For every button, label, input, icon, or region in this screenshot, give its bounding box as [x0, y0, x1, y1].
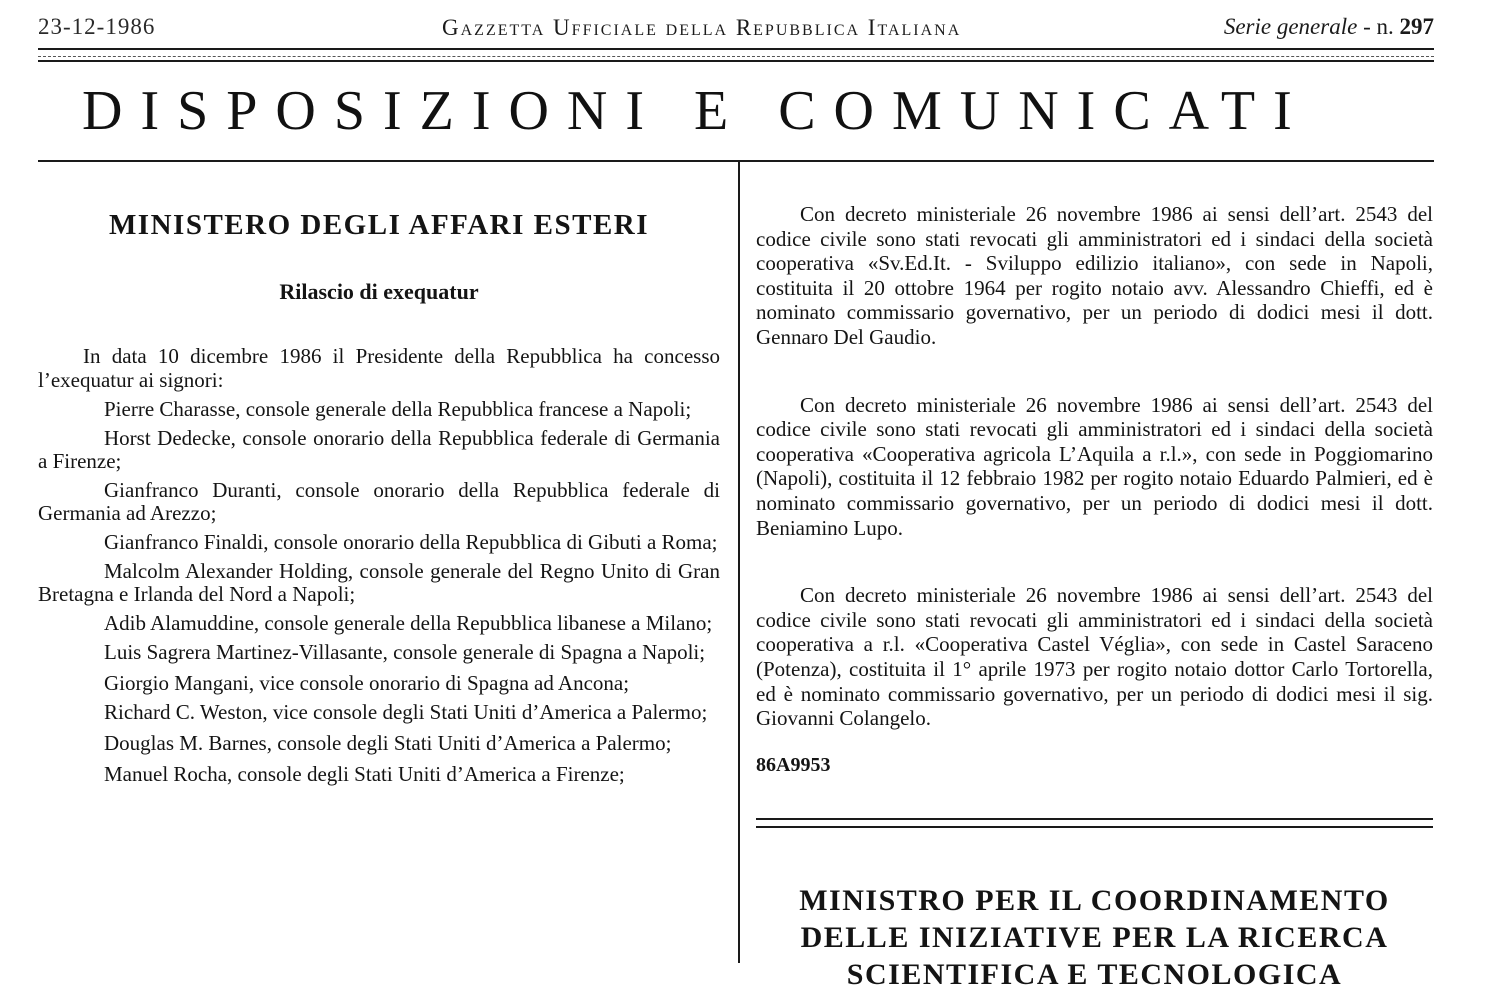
exequatur-entry: Luis Sagrera Martinez-Villasante, console generale di Spagna a Napoli;: [104, 640, 706, 664]
issue-number: 297: [1399, 14, 1434, 39]
serie-name: Serie generale: [1223, 14, 1358, 39]
exequatur-entry: Malcolm Alexander Holding, console generale del Regno Unito di Gran Bretagna e Irlanda del Nord a Napoli;: [38, 559, 720, 606]
left-column: [38, 200, 720, 786]
exequatur-entry: Giorgio Mangani, vice console onorario di Spagna ad Ancona;: [104, 671, 630, 695]
document-code: 86A9953: [756, 753, 831, 776]
separator-rule-bottom: [756, 826, 1433, 828]
running-header: [38, 14, 1434, 48]
gazette-title: Gazzetta Ufficiale della Repubblica Italiana: [442, 15, 962, 40]
section-rule: [38, 160, 1434, 162]
exequatur-entry: Horst Dedecke, console onorario della Repubblica federale di Germania a Firenze;: [38, 426, 720, 473]
column-divider: [738, 162, 740, 963]
exequatur-entry: Douglas M. Barnes, console degli Stati Uniti d’America a Palermo;: [104, 731, 672, 755]
issue-date: 23-12-1986: [38, 14, 156, 39]
section-title: DISPOSIZIONI E COMUNICATI: [82, 80, 1310, 142]
exequatur-entry: Adib Alamuddine, console generale della Repubblica libanese a Milano;: [104, 611, 713, 635]
intro-paragraph: In data 10 dicembre 1986 il Presidente della Repubblica ha concesso l’exequatur ai signori:: [38, 344, 720, 392]
right-column: [756, 202, 1433, 777]
exequatur-entry: Richard C. Weston, vice console degli Stati Uniti d’America a Palermo;: [104, 700, 708, 724]
exequatur-entry: Gianfranco Duranti, console onorario della Repubblica federale di Germania ad Arezzo;: [38, 478, 720, 525]
separator-rule-top: [756, 818, 1433, 820]
decree-paragraph: Con decreto ministeriale 26 novembre 1986 ai sensi dell’art. 2543 del codice civile sono stati revocati gli amministratori ed i sindaci della società cooperativa «Sv.Ed.It. - Sviluppo edilizio italiano», con sede in Napoli, costituita il 20 ottobre 1964 per rogito notaio avv. Alessandro Chieffi, ed è nominato commissario governativo, per un periodo di dodici mesi il dott. Gennaro Del Gaudio.: [756, 202, 1433, 349]
header-rule-dashed: [38, 56, 1434, 57]
exequatur-entry: Pierre Charasse, console generale della Repubblica francese a Napoli;: [104, 397, 692, 421]
decree-paragraph: Con decreto ministeriale 26 novembre 1986 ai sensi dell’art. 2543 del codice civile sono stati revocati gli amministratori ed i sindaci della società cooperativa «Cooperativa agricola L’Aquila a r.l.», con sede in Poggiomarino (Napoli), costituita il 12 febbraio 1982 per rogito notaio Eduardo Palmieri, ed è nominato commissario governativo, per un periodo di dodici mesi il dott. Beniamino Lupo.: [756, 392, 1433, 540]
header-rule-bottom: [38, 60, 1434, 62]
exequatur-entry: Gianfranco Finaldi, console onorario della Repubblica di Gibuti a Roma;: [104, 530, 718, 554]
serie-label: [1224, 14, 1434, 40]
header-rule-top: [38, 48, 1434, 50]
exequatur-entry: Manuel Rocha, console degli Stati Uniti d’America a Firenze;: [104, 762, 625, 786]
serie-separator: - n.: [1357, 14, 1400, 39]
next-ministry-heading: MINISTRO PER IL COORDINAMENTO DELLE INIZIATIVE PER LA RICERCA SCIENTIFICA E TECNOLOGICA: [799, 884, 1390, 991]
ministry-heading: MINISTERO DEGLI AFFARI ESTERI: [108, 209, 650, 241]
subheading: Rilascio di exequatur: [279, 279, 479, 304]
decree-paragraph: Con decreto ministeriale 26 novembre 1986 ai sensi dell’art. 2543 del codice civile sono stati revocati gli amministratori ed i sindaci della società cooperativa a r.l. «Cooperativa Castel Véglia», con sede in Castel Saraceno (Potenza), costituita il 1° aprile 1973 per rogito notaio dottor Carlo Tortorella, ed è nominato commissario governativo, per un periodo di dodici mesi il sig. Giovanni Colangelo.: [756, 583, 1433, 731]
